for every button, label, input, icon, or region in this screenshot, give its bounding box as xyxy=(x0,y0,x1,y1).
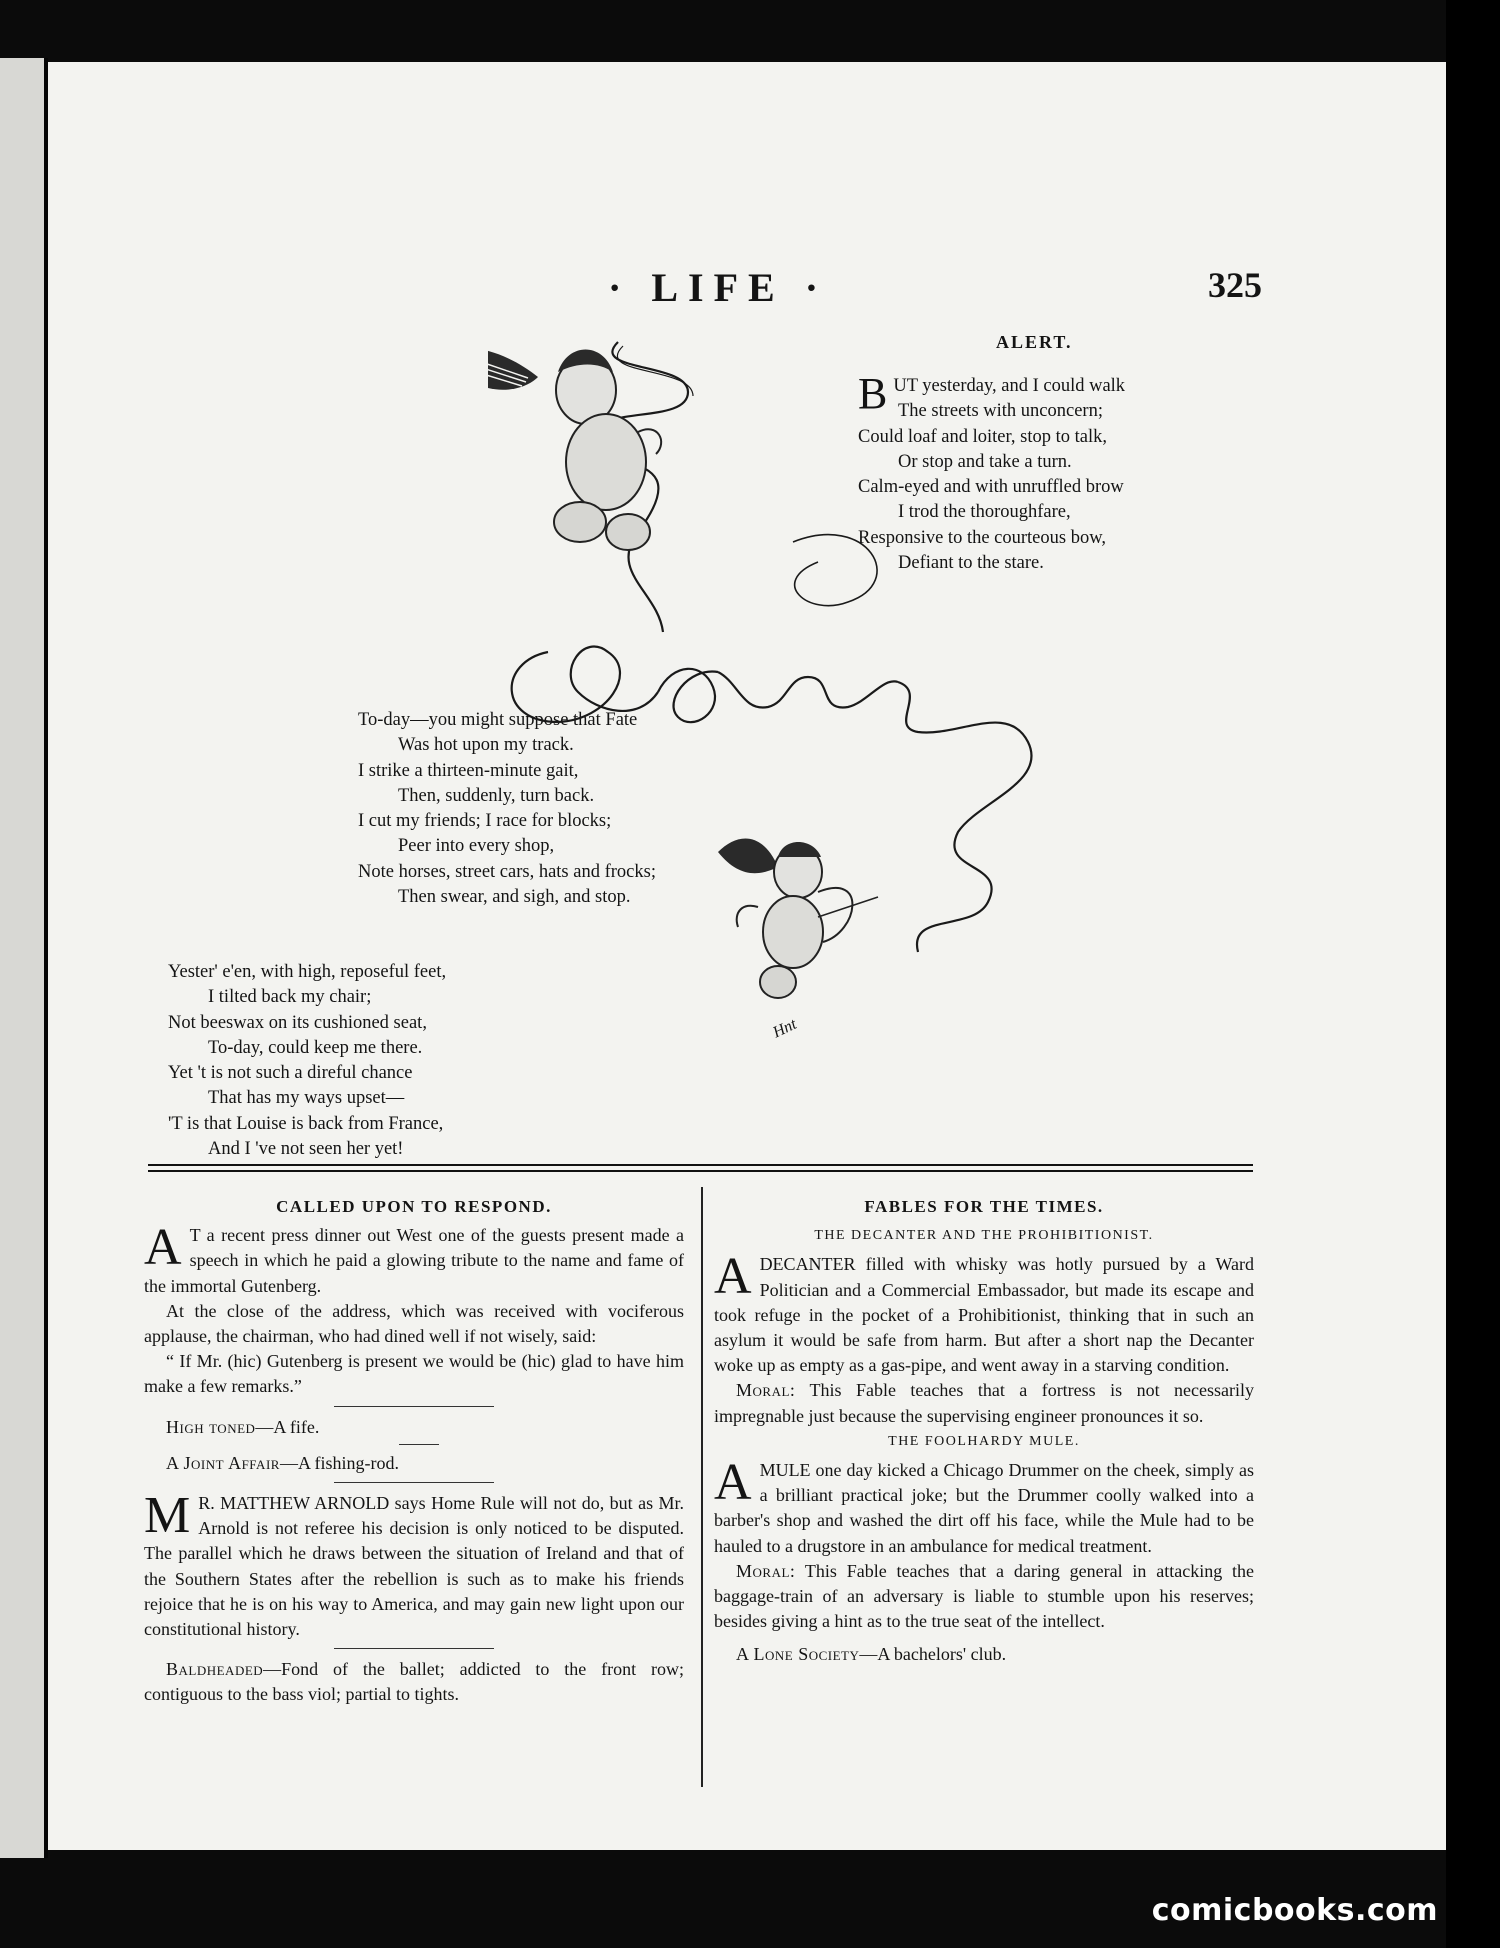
poem-line: I trod the thoroughfare, xyxy=(898,502,1071,523)
poem-line: I cut my friends; I race for blocks; xyxy=(358,811,612,832)
column-divider xyxy=(701,1187,703,1787)
article-heading: CALLED UPON TO RESPOND. xyxy=(276,1197,552,1216)
scan-edge xyxy=(1446,0,1500,1948)
poem-line: To-day, could keep me there. xyxy=(208,1037,423,1058)
paragraph: ADECANTER filled with whisky was hotly pursued by a Ward Politician and a Commercial Embassador, but made its escape and took refuge in the pocket of a Prohibitionist, thinking that in such an asylum it would be safe from harm. But after a short nap the Decanter woke up as empty as a gas-pipe, and went away in a starving condition. xyxy=(714,1248,1254,1376)
moral: Moral: This Fable teaches that a daring general in attacking the baggage-train of an adversary is liable to stumble upon his reserves; besides giving a hint as to the true seat of the intellect. xyxy=(714,1560,1254,1632)
poem-line: Then, suddenly, turn back. xyxy=(398,785,595,806)
paragraph: “ If Mr. (hic) Gutenberg is present we would be (hic) glad to have him make a few remarks.” xyxy=(144,1351,684,1397)
left-column xyxy=(144,1192,684,1708)
joke-item: A Joint Affair—A fishing-rod. xyxy=(166,1452,399,1473)
poem-line: Could loaf and loiter, stop to talk, xyxy=(858,426,1107,447)
poem-line: Defiant to the stare. xyxy=(898,553,1044,574)
poem-line: Yet 't is not such a direful chance xyxy=(168,1063,413,1084)
poem-line: Then swear, and sigh, and stop. xyxy=(398,887,631,908)
poem-line: That has my ways upset— xyxy=(208,1088,405,1109)
paragraph: A T a recent press dinner out West one of the guests present made a speech in which he paid a glowing tribute to the name and fame of the immortal Gutenberg. xyxy=(144,1219,684,1296)
poem-line: Responsive to the courteous bow, xyxy=(858,527,1106,548)
drop-cap: A xyxy=(144,1219,182,1277)
cupid-love-illustration xyxy=(488,332,1108,1052)
divider xyxy=(334,1406,494,1407)
poem-line: Was hot upon my track. xyxy=(398,735,574,756)
poem-line: And I 've not seen her yet! xyxy=(208,1139,404,1160)
poem-line: Yester' e'en, with high, reposeful feet, xyxy=(168,962,447,982)
poem-line: To-day—you might suppose that Fate xyxy=(358,710,638,730)
poem-line: Note horses, street cars, hats and frocks; xyxy=(358,861,656,882)
divider xyxy=(334,1648,494,1649)
drop-cap: A xyxy=(714,1248,752,1306)
drop-cap: B xyxy=(858,369,888,418)
poem-line: I strike a thirteen-minute gait, xyxy=(358,760,579,781)
moral: Moral: This Fable teaches that a fortress is not necessarily impregnable just because the supervising engineer pronounces it so. xyxy=(714,1380,1254,1426)
page-header xyxy=(48,212,1446,310)
article-heading: FABLES FOR THE TIMES. xyxy=(864,1197,1104,1216)
poem-line: UT yesterday, and I could walk xyxy=(893,376,1126,396)
poem-stanza-3 xyxy=(168,960,446,1162)
paragraph: AMULE one day kicked a Chicago Drummer on the cheek, simply as a brilliant practical joke; but the Drummer coolly walked into a barber's shop and washed the dirt off his face, while the Mule had to be hauled to a drugstore in an ambulance for medical treatment. xyxy=(714,1454,1254,1556)
joke-item: Baldheaded—Fond of the ballet; addicted to the front row; contiguous to the bass viol; partial to tights. xyxy=(144,1659,684,1705)
poem-line: Calm-eyed and with unruffled brow xyxy=(858,477,1124,498)
artist-signature: Hnt xyxy=(770,1015,800,1042)
paragraph: M R. MATTHEW ARNOLD says Home Rule will not do, but as Mr. Arnold is not referee his decision is only noticed to be disputed. The parallel which he draws between the situation of Ireland and that of the Southern States after the rebellion is such as to make his friends rejoice that he is on his way to America, and may gain new light upon our constitutional history. xyxy=(144,1487,684,1640)
paragraph: At the close of the address, which was received with vociferous applause, the chairman, who had dined well if not wisely, said: xyxy=(144,1300,684,1347)
joke-item: A Lone Society—A bachelors' club. xyxy=(736,1644,1007,1665)
fable-subheading: THE DECANTER AND THE PROHIBITIONIST. xyxy=(814,1228,1154,1244)
divider xyxy=(334,1482,494,1483)
cupid-top-icon xyxy=(488,348,661,550)
poem-line: I tilted back my chair; xyxy=(208,987,372,1008)
poem-line: Or stop and take a turn. xyxy=(898,451,1072,472)
magazine-page xyxy=(48,62,1446,1850)
cupid-bottom-icon xyxy=(718,838,878,998)
poem-line: The streets with unconcern; xyxy=(898,401,1103,422)
joke-item: High toned—A fife. xyxy=(166,1416,320,1437)
binding-gutter xyxy=(0,58,44,1858)
poem-line: 'T is that Louise is back from France, xyxy=(168,1113,444,1134)
divider xyxy=(399,1444,439,1445)
poem-line: Not beeswax on its cushioned seat, xyxy=(168,1012,427,1033)
section-rule xyxy=(148,1170,1253,1172)
drop-cap: A xyxy=(714,1454,752,1512)
spacer xyxy=(714,1634,1254,1642)
fable-subheading: THE FOOLHARDY MULE. xyxy=(888,1433,1080,1449)
poem-title: ALERT. xyxy=(996,332,1073,352)
masthead-title: · LIFE · xyxy=(608,265,829,310)
site-watermark: comicbooks.com xyxy=(1151,1893,1438,1928)
page-number: 325 xyxy=(1208,265,1262,305)
drop-cap: M xyxy=(144,1487,191,1545)
right-column xyxy=(714,1192,1254,1668)
poem-line: Peer into every shop, xyxy=(398,836,555,857)
section-rule xyxy=(148,1164,1253,1166)
